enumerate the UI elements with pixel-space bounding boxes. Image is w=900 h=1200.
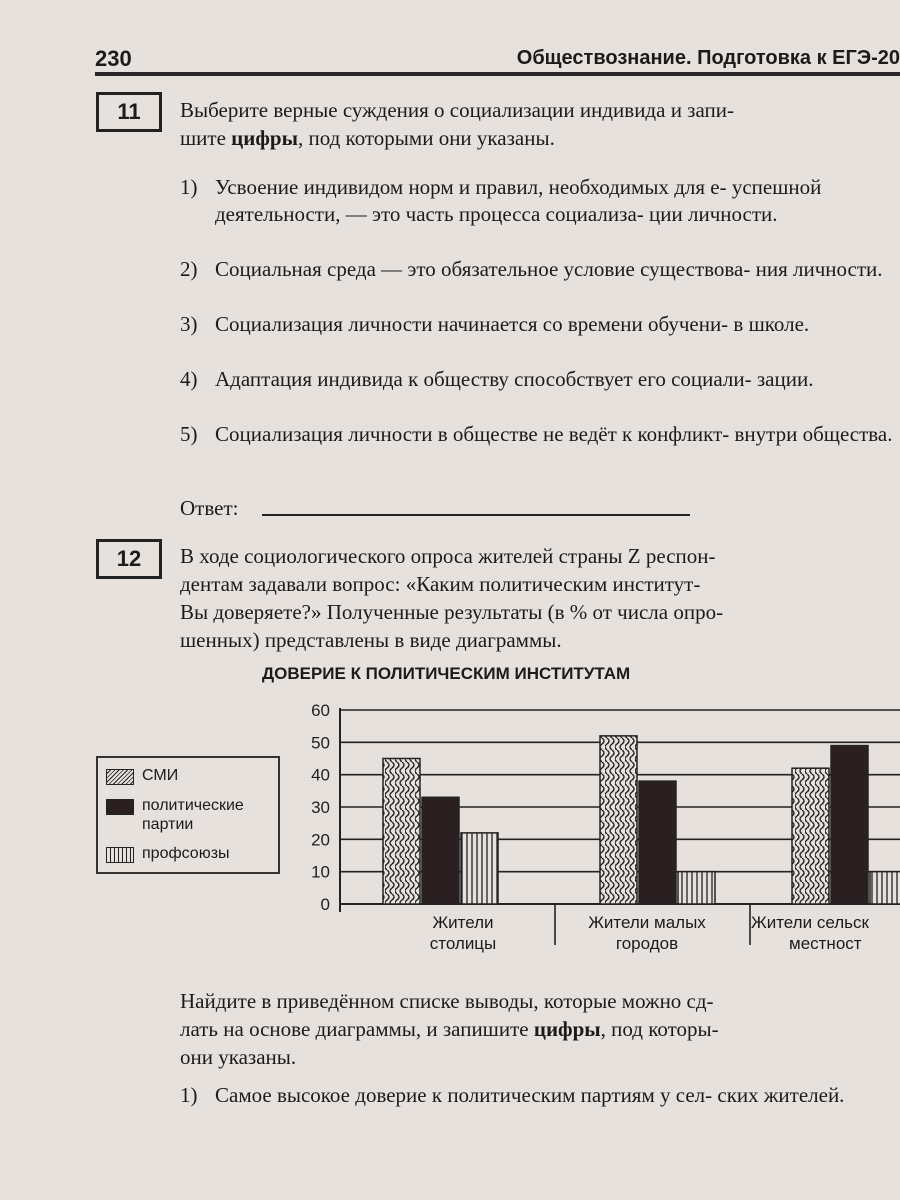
x-category-small-towns bbox=[562, 912, 732, 954]
header-rule bbox=[95, 72, 900, 76]
x-category-small-towns-line-2: городов bbox=[615, 934, 679, 953]
q12-text-line-2: дентам задавали вопрос: «Каким политическим институт- bbox=[180, 572, 701, 596]
q11-item-1-text: Усвоение индивидом норм и правил, необходимых для е- успешной деятельности, — это часть процесса социализа- ции личности. bbox=[215, 175, 822, 226]
bar-parties-3 bbox=[831, 746, 868, 904]
x-category-capital-line-2: столицы bbox=[429, 934, 497, 953]
q12-after-line-3: они указаны. bbox=[180, 1045, 297, 1069]
legend-label-smi: СМИ bbox=[142, 767, 179, 784]
q12-item-1-text: Самое высокое доверие к политическим партиям у сел- ских жителей. bbox=[215, 1083, 845, 1107]
x-category-small-towns-line-1: Жители малых bbox=[588, 913, 706, 932]
bar-smi-3 bbox=[792, 768, 829, 904]
q11-prompt-text-c: , под которыми они указаны. bbox=[297, 126, 555, 150]
question-12-number-box bbox=[96, 539, 162, 579]
legend-label-unions: профсоюзы bbox=[142, 845, 230, 862]
y-tick-label-30: 30 bbox=[311, 798, 330, 817]
book-title: Обществознание. Подготовка к ЕГЭ-20 bbox=[516, 47, 900, 69]
q11-item-4-text: Адаптация индивида к обществу способствует его социали- зации. bbox=[215, 367, 814, 391]
bar-unions-1 bbox=[461, 833, 498, 904]
y-tick-label-10: 10 bbox=[311, 862, 330, 882]
legend-swatch-parties bbox=[106, 799, 134, 815]
q11-item-2-text: Социальная среда — это обязательное условие существова- ния личности. bbox=[215, 257, 883, 281]
q11-item-5-text: Социализация личности в обществе не ведёт к конфликт- внутри общества. bbox=[215, 422, 893, 446]
q12-after-text-a: лать на основе диаграммы, и запишите bbox=[180, 1017, 534, 1041]
page-header bbox=[95, 42, 900, 82]
legend-item-smi bbox=[106, 766, 178, 785]
question-11-number: 11 bbox=[117, 99, 141, 124]
q11-prompt-text-a: шите bbox=[180, 126, 232, 150]
bar-parties-2 bbox=[639, 781, 676, 904]
q12-after-line-1: Найдите в приведённом списке выводы, которые можно сд- bbox=[180, 989, 714, 1013]
legend-swatch-smi bbox=[106, 769, 134, 785]
q11-item-5-number: 5) bbox=[180, 422, 198, 446]
q11-prompt-line-2 bbox=[180, 125, 555, 152]
x-category-rural bbox=[745, 912, 900, 954]
q11-item-3-number: 3) bbox=[180, 312, 198, 336]
page-number: 230 bbox=[95, 46, 132, 71]
y-tick-label-60: 60 bbox=[311, 701, 330, 720]
chart-title: ДОВЕРИЕ К ПОЛИТИЧЕСКИМ ИНСТИТУТАМ bbox=[262, 664, 631, 683]
bar-parties-1 bbox=[422, 797, 459, 904]
q11-item-4-number: 4) bbox=[180, 367, 198, 391]
q11-item-2-number: 2) bbox=[180, 257, 198, 281]
question-12-number: 12 bbox=[116, 546, 142, 571]
q12-text-line-1: В ходе социологического опроса жителей страны Z респон- bbox=[180, 544, 716, 568]
legend-label-parties-line-2: партии bbox=[142, 816, 194, 833]
chart-legend bbox=[96, 756, 280, 874]
q11-prompt-line-1: Выберите верные суждения о социализации индивида и запи- bbox=[180, 98, 734, 122]
question-11-number-box bbox=[96, 92, 162, 132]
q11-answer-field[interactable] bbox=[262, 514, 690, 516]
y-tick-label-50: 50 bbox=[311, 733, 330, 753]
trust-bar-chart bbox=[295, 690, 900, 945]
q11-item-1-number: 1) bbox=[180, 175, 198, 199]
y-tick-label-40: 40 bbox=[311, 765, 330, 785]
q11-answer-label: Ответ: bbox=[180, 496, 239, 520]
legend-item-unions bbox=[106, 844, 230, 863]
legend-label-parties-line-1: политические bbox=[142, 797, 244, 814]
bar-smi-1 bbox=[383, 759, 420, 905]
q12-after-text-c: , под которы- bbox=[600, 1017, 719, 1041]
y-tick-label-20: 20 bbox=[311, 830, 330, 850]
x-category-rural-line-1: Жители сельск bbox=[751, 913, 869, 932]
q12-text-line-3: Вы доверяете?» Полученные результаты (в % от числа опро- bbox=[180, 600, 724, 624]
x-category-rural-line-2: местност bbox=[789, 934, 862, 953]
q12-after-bold: цифры bbox=[533, 1017, 601, 1041]
q12-text-line-4: шенных) представлены в виде диаграммы. bbox=[180, 628, 562, 652]
q12-item-1-number: 1) bbox=[180, 1083, 198, 1107]
bar-smi-2 bbox=[600, 736, 637, 904]
q11-item-3-text: Социализация личности начинается со времени обучени- в школе. bbox=[215, 312, 810, 336]
legend-item-parties bbox=[106, 796, 244, 834]
y-tick-label-0: 0 bbox=[320, 895, 330, 914]
legend-swatch-unions bbox=[106, 847, 134, 863]
legend-label-parties bbox=[142, 796, 244, 834]
q11-prompt-bold: цифры bbox=[231, 126, 298, 150]
x-category-capital bbox=[398, 912, 528, 954]
q12-after-line-2 bbox=[180, 1016, 719, 1043]
bar-unions-2 bbox=[678, 872, 715, 904]
bar-unions-3 bbox=[870, 872, 900, 904]
x-category-capital-line-1: Жители bbox=[432, 913, 494, 932]
